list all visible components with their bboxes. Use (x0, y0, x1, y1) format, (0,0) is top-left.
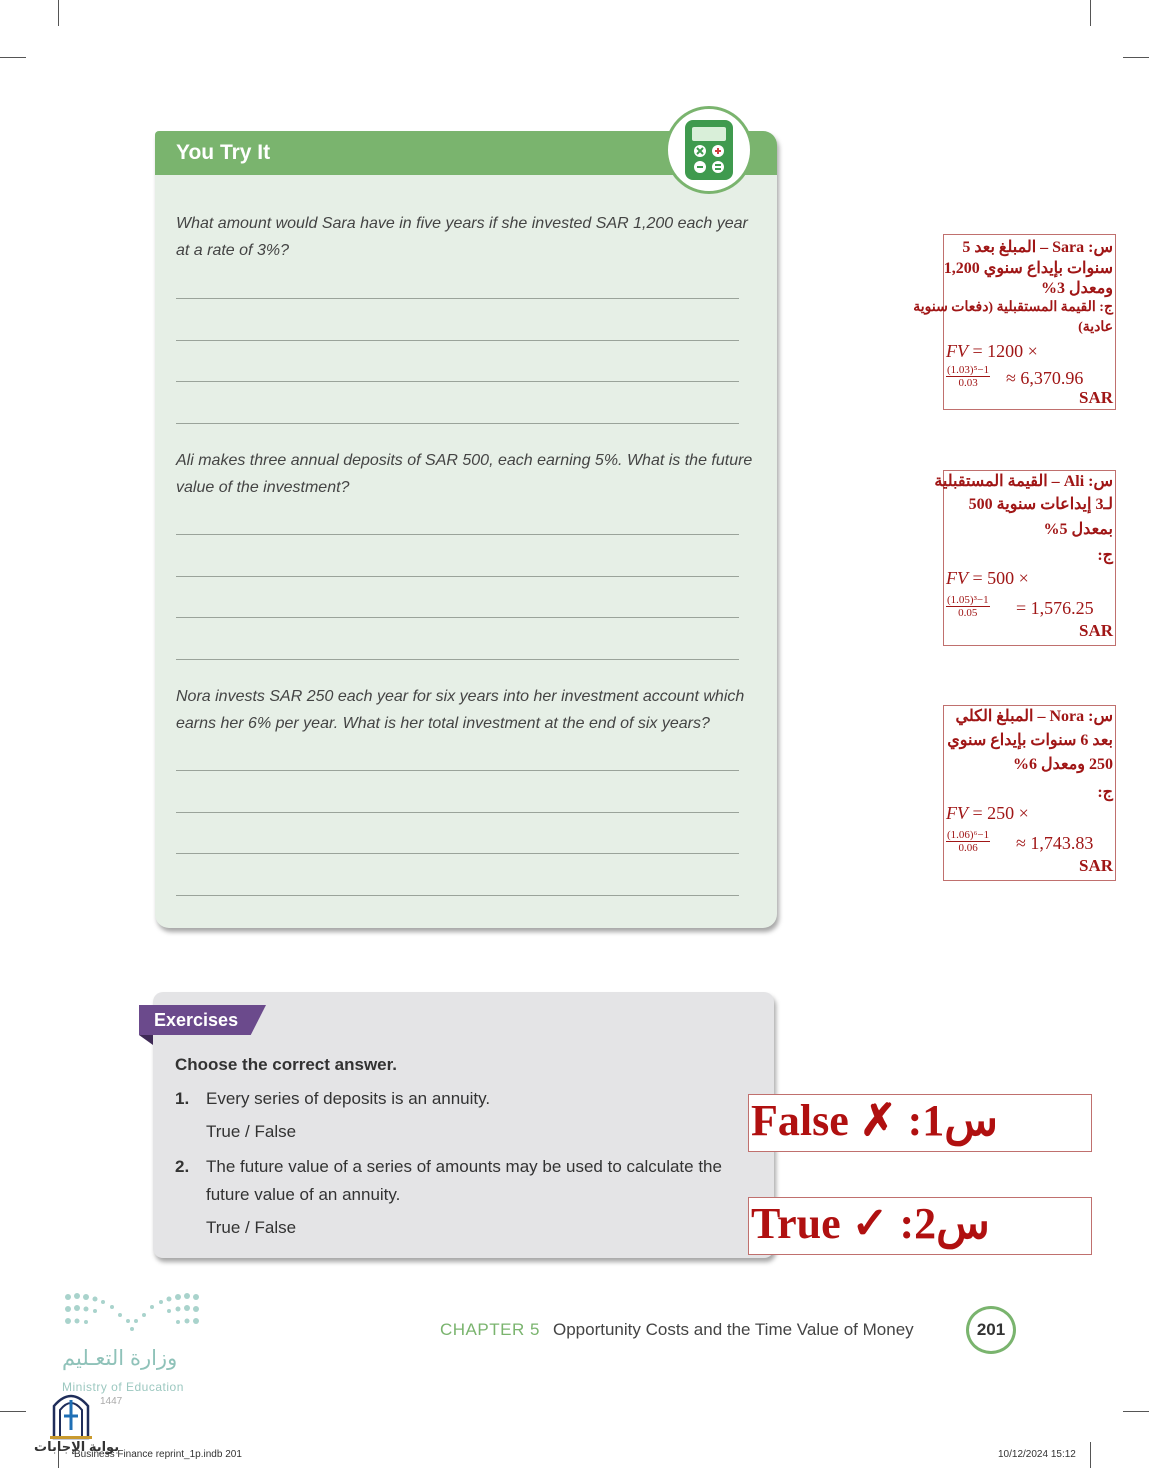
answer-text: س: Ali – القيمة المستقبلية (934, 473, 1113, 490)
crop-mark (0, 57, 26, 58)
ministry-year: 1447 (100, 1396, 123, 1407)
formula-line: FV = 250 × (946, 803, 1029, 823)
answer-box-q1: False ✗ :1س (748, 1094, 1092, 1152)
answer-box-q2: True ✓ :2س (748, 1197, 1092, 1255)
question-ali: Ali makes three annual deposits of SAR 500, each earning 5%. What is the future value of the investment? (176, 452, 753, 496)
crop-mark (1123, 1411, 1149, 1412)
answer-text: عادية) (1078, 320, 1113, 335)
exercise-number: 1. (175, 1089, 190, 1108)
crop-mark (1123, 57, 1149, 58)
print-date: 10/12/2024 15:12 (998, 1449, 1076, 1460)
answer-box-sara (913, 234, 1116, 410)
ministry-name-english: Ministry of Education (62, 1380, 184, 1394)
answer-text: بمعدل 5% (1043, 521, 1113, 538)
formula-result: ≈ 6,370.96 (1006, 368, 1084, 388)
calculator-icon (665, 106, 753, 194)
chapter-label: CHAPTER 5 (440, 1320, 540, 1339)
formula-result: = 1,576.25 (1016, 598, 1094, 618)
exercise-question: Every series of deposits is an annuity. (206, 1089, 491, 1108)
answer-line[interactable] (176, 423, 739, 424)
answer-line[interactable] (176, 895, 739, 896)
true-false-options[interactable]: True / False (206, 1218, 297, 1237)
exercise-question: The future value of a series of amounts may be used to calculate the (206, 1157, 722, 1176)
formula-unit: SAR (1078, 621, 1113, 640)
you-try-it-panel (155, 131, 777, 928)
question-nora: Nora invests SAR 250 each year for six years into her investment account which earns her 6% per year. What is her total investment at the end of six years? (176, 688, 745, 732)
answer-text: ومعدل 3% (1040, 280, 1113, 297)
answer-text: ج: (1097, 547, 1113, 564)
answer-box-ali (934, 470, 1116, 646)
crop-mark (0, 1411, 26, 1412)
exercise-number: 2. (175, 1157, 190, 1176)
answer-line[interactable] (176, 770, 739, 771)
answer-line[interactable] (176, 576, 739, 577)
answer-text: ج: (1097, 784, 1113, 801)
formula-fraction: $\frac{\text{(1.03)⁵−1}}{0.03}$ (947, 364, 990, 389)
formula-line: FV = 1200 × (946, 341, 1038, 361)
answer-line[interactable] (176, 534, 739, 535)
page-number: 201 (966, 1306, 1016, 1354)
crop-mark (1090, 0, 1091, 26)
exercise-instruction: Choose the correct answer. (175, 1055, 398, 1074)
answer-text: 250 ومعدل 6% (1012, 756, 1113, 773)
formula-fraction: $\frac{\text{(1.06)⁶−1}}{0.06}$ (947, 829, 990, 854)
watermark-building-icon (48, 1386, 94, 1445)
true-false-options[interactable]: True / False (206, 1122, 297, 1141)
answer-line[interactable] (176, 617, 739, 618)
answer-text: س: Nora – المبلغ الكلي (955, 708, 1113, 725)
watermark-text: بوابة الإجابات (34, 1439, 120, 1454)
answer-box-nora (943, 705, 1116, 881)
answer-line[interactable] (176, 340, 739, 341)
formula-fraction: $\frac{\text{(1.05)³−1}}{0.05}$ (947, 594, 989, 619)
answer-text: لـ3 إيداعات سنوية 500 (968, 496, 1113, 513)
answer-text: بعد 6 سنوات بإيداع سنوي (947, 732, 1113, 749)
formula-line: FV = 500 × (946, 568, 1029, 588)
answer-line[interactable] (176, 812, 739, 813)
ministry-name-arabic: وزارة التعـليم (62, 1347, 178, 1370)
formula-unit: SAR (1078, 856, 1113, 875)
answer-line[interactable] (176, 298, 739, 299)
crop-mark (58, 0, 59, 26)
exercises-tab-label: Exercises (154, 1010, 239, 1030)
answer-text: سنوات بإيداع سنوي 1,200 (943, 260, 1113, 277)
you-try-it-title: You Try It (176, 141, 271, 164)
file-info: Business Finance reprint_1p.indb 201 (74, 1449, 242, 1460)
answer-line[interactable] (176, 853, 739, 854)
crop-mark (1090, 1442, 1091, 1468)
ministry-logo-icon (62, 1291, 202, 1340)
answer-text: ج: القيمة المستقبلية (دفعات سنوية (913, 300, 1113, 315)
exercises-tab-fold (139, 1035, 153, 1045)
answer-line[interactable] (176, 659, 739, 660)
formula-unit: SAR (1078, 388, 1113, 407)
formula-result: ≈ 1,743.83 (1016, 833, 1094, 853)
question-sara: What amount would Sara have in five years if she invested SAR 1,200 each year at a rate of 3%? (176, 215, 748, 259)
answer-line[interactable] (176, 381, 739, 382)
chapter-title: Opportunity Costs and the Time Value of Money (553, 1320, 914, 1339)
exercise-question: future value of an annuity. (206, 1185, 401, 1204)
answer-text: س: Sara – المبلغ بعد 5 (962, 239, 1113, 256)
